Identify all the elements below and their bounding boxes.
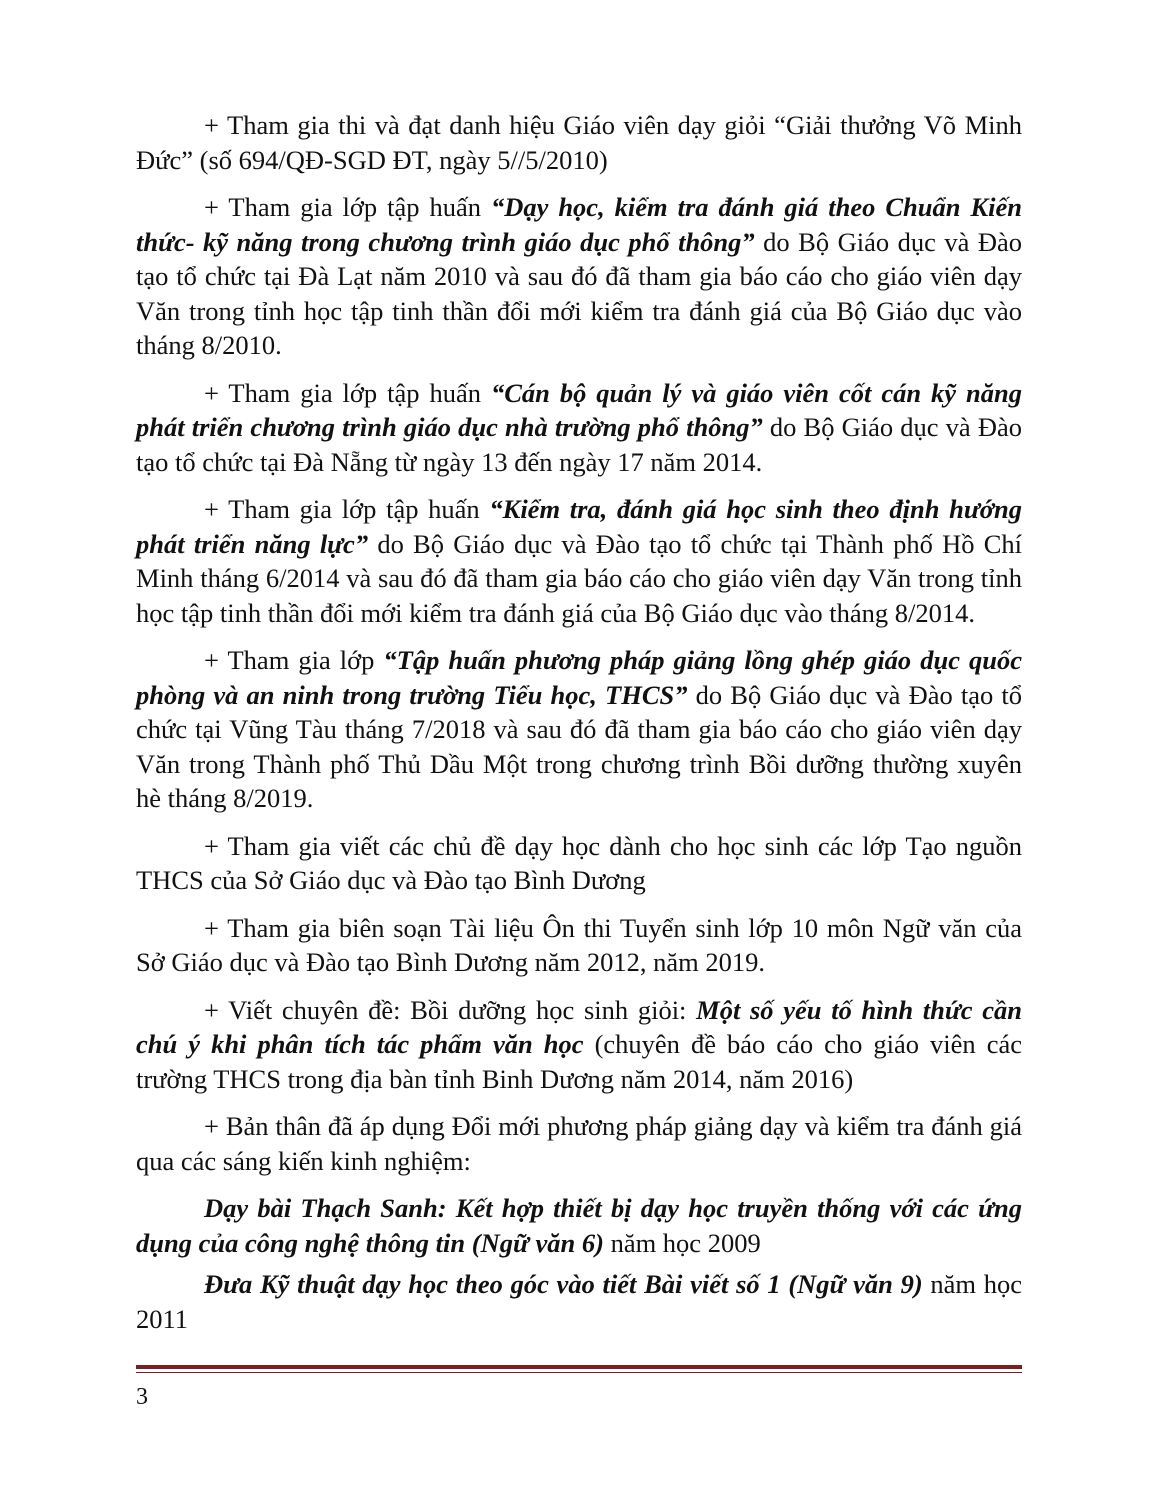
document-body	[136, 108, 1022, 1343]
paragraph-lead: + Tham gia lớp tập huấn	[204, 377, 491, 408]
paragraph-lead: + Viết chuyên đề: Bồi dưỡng học sinh giỏi:	[204, 994, 697, 1025]
page-number: 3	[136, 1384, 148, 1410]
paragraph-emphasis: “Cán bộ quản lý và giáo viên cốt cán kỹ năng phát triển chương trình giáo dục nhà trường phổ thông”	[136, 377, 1022, 442]
paragraph-training-vungtau	[136, 643, 1022, 816]
paragraph-tail: do Bộ Giáo dục và Đào tạo tổ chức tại Thành phố Hồ Chí Minh tháng 6/2014 và sau đó đã tham gia báo cáo cho giáo viên dạy Văn trong tỉnh học tập tinh thần đổi mới kiểm tra đánh giá của Bộ Giáo dục vào tháng 8/2014.	[136, 528, 1022, 628]
paragraph-award	[136, 108, 1022, 177]
paragraph-tail: do Bộ Giáo dục và Đào tạo tổ chức tại Vũng Tàu tháng 7/2018 và sau đó đã tham gia báo cáo cho giáo viên dạy Văn trong Thành phố Thủ Dầu Một trong chương trình Bồi dưỡng thường xuyên hè tháng 8/2019.	[136, 679, 1022, 813]
paragraph-emphasis: “Dạy học, kiểm tra đánh giá theo Chuẩn Kiến thức- kỹ năng trong chương trình giáo dục phổ thông”	[136, 192, 1022, 257]
paragraph-emphasis: Một số yếu tố hình thức cần chú ý khi phân tích tác phẩm văn học	[136, 994, 1022, 1059]
paragraph-lead: + Tham gia lớp tập huấn	[204, 192, 491, 222]
paragraph-training-dalat	[136, 190, 1022, 363]
paragraph-tail: năm học 2011	[136, 1269, 1022, 1334]
footer-divider-thick	[136, 1365, 1022, 1369]
paragraph-seminar	[136, 993, 1022, 1097]
paragraph-training-danang	[136, 376, 1022, 480]
paragraph-text: + Tham gia thi và đạt danh hiệu Giáo viên dạy giỏi “Giải thưởng Võ Minh Đức” (số 694/QĐ-SGD ĐT, ngày 5//5/2010)	[136, 110, 1022, 175]
paragraph-emphasis: Đưa Kỹ thuật dạy học theo góc vào tiết Bài viết số 1 (Ngữ văn 9)	[204, 1269, 923, 1299]
paragraph-emphasis: Dạy bài Thạch Sanh: Kết hợp thiết bị dạy học truyền thống với các ứng dụng của công nghệ thông tin (Ngữ văn 6)	[136, 1193, 1022, 1258]
paragraph-initiative-2011	[136, 1267, 1022, 1336]
paragraph-initiative-2009	[136, 1191, 1022, 1260]
paragraph-tail: do Bộ Giáo dục và Đào tạo tổ chức tại Đà Lạt năm 2010 và sau đó đã tham gia báo cáo cho giáo viên dạy Văn trong tỉnh học tập tinh thần đổi mới kiểm tra đánh giá của Bộ Giáo dục vào tháng 8/2010.	[136, 226, 1022, 360]
paragraph-emphasis: “Tập huấn phương pháp giảng lồng ghép giáo dục quốc phòng và an ninh trong trường Tiểu học, THCS”	[136, 645, 1023, 710]
paragraph-tail: (chuyên đề báo cáo cho giáo viên các trường THCS trong địa bàn tỉnh Binh Dương năm 2014, năm 2016)	[136, 1029, 1022, 1094]
footer-divider-thin	[136, 1372, 1022, 1373]
paragraph-emphasis: “Kiểm tra, đánh giá học sinh theo định hướng phát triển năng lực”	[136, 494, 1022, 559]
paragraph-text: + Tham gia viết các chủ đề dạy học dành cho học sinh các lớp Tạo nguồn THCS của Sở Giáo dục và Đào tạo Bình Dương	[136, 830, 1022, 895]
paragraph-lead: + Tham gia lớp tập huấn	[204, 494, 490, 524]
paragraph-tail: năm học 2009	[603, 1227, 761, 1258]
paragraph-lead: + Tham gia lớp	[204, 645, 384, 675]
paragraph-initiatives	[136, 1109, 1022, 1178]
paragraph-topics	[136, 829, 1022, 898]
paragraph-training-hcm	[136, 492, 1022, 630]
paragraph-exam-materials	[136, 911, 1022, 980]
paragraph-text: + Bản thân đã áp dụng Đổi mới phương pháp giảng dạy và kiểm tra đánh giá qua các sáng kiến kinh nghiệm:	[136, 1111, 1022, 1176]
paragraph-tail: do Bộ Giáo dục và Đào tạo tổ chức tại Đà Nẵng từ ngày 13 đến ngày 17 năm 2014.	[136, 412, 1022, 477]
paragraph-text: + Tham gia biên soạn Tài liệu Ôn thi Tuyển sinh lớp 10 môn Ngữ văn của Sở Giáo dục và Đào tạo Bình Dương năm 2012, năm 2019.	[136, 912, 1022, 977]
